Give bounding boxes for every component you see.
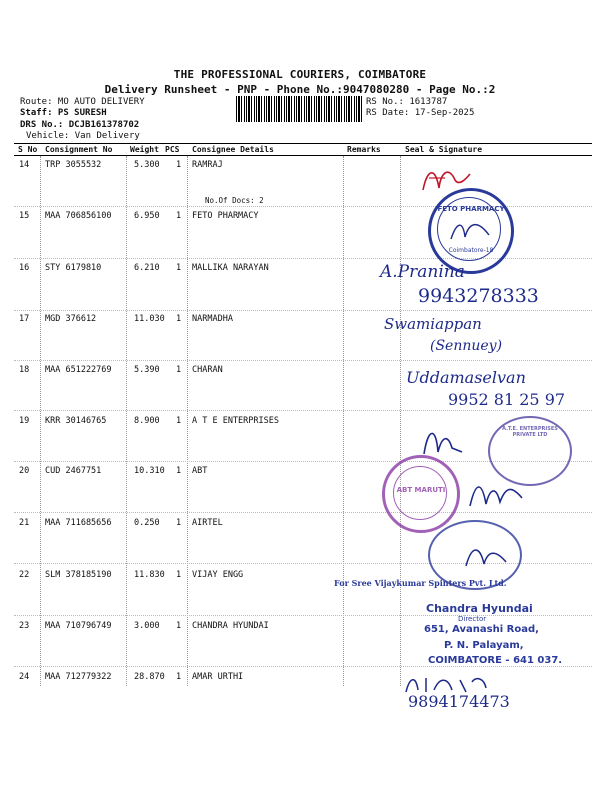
col-weight: Weight (130, 145, 159, 154)
row-weight: 8.900 (134, 416, 160, 426)
row-consignee: ABT (192, 466, 208, 476)
signature-scribble-icon (462, 540, 512, 572)
row-weight: 5.300 (134, 160, 160, 170)
row-consignee: FETO PHARMACY (192, 211, 259, 221)
row-consignee: CHARAN (192, 365, 223, 375)
staff-label: Staff: PS SURESH (20, 108, 107, 118)
vehicle-label: Vehicle: Van Delivery (26, 131, 140, 141)
row-consignment: MAA 651222769 (45, 365, 112, 375)
row-separator (14, 666, 592, 667)
barcode-icon (236, 96, 362, 122)
docs-count: No.Of Docs: 2 (205, 196, 264, 205)
row-weight: 6.210 (134, 263, 160, 273)
row-consignee: NARMADHA (192, 314, 233, 324)
row-pcs: 1 (176, 621, 182, 631)
row-consignment: SLM 378185190 (45, 570, 112, 580)
row-sno: 18 (19, 365, 30, 375)
row-weight: 10.310 (134, 466, 165, 476)
row-weight: 11.830 (134, 570, 165, 580)
feto-stamp-city: Coimbatore-18 (448, 247, 494, 254)
chandra-stamp-line3: 651, Avanashi Road, (424, 624, 539, 635)
row-consignee: MALLIKA NARAYAN (192, 263, 269, 273)
row-sno: 22 (19, 570, 30, 580)
runsheet-subtitle: Delivery Runsheet - PNP - Phone No.:9047080280 - Page No.:2 (104, 83, 496, 96)
row-pcs: 1 (176, 314, 182, 324)
row-pcs: 1 (176, 211, 182, 221)
row-consignment: TRP 3055532 (45, 160, 102, 170)
handwritten-name: Swamiappan (384, 315, 482, 333)
row-separator (14, 615, 592, 616)
handwritten-phone: 9943278333 (418, 285, 539, 307)
row-weight: 6.950 (134, 211, 160, 221)
handwritten-phone: 9952 81 25 97 (448, 390, 566, 409)
col-seal: Seal & Signature (405, 145, 483, 154)
ate-stamp-text: A.T.E. ENTERPRISES PRIVATE LTD (502, 426, 558, 438)
company-title: THE PROFESSIONAL COURIERS, COIMBATORE (173, 68, 427, 81)
col-remarks: Remarks (347, 145, 381, 154)
handwritten-name: Uddamaselvan (406, 368, 526, 387)
row-sno: 23 (19, 621, 30, 631)
row-consignee: VIJAY ENGG (192, 570, 244, 580)
row-pcs: 1 (176, 570, 182, 580)
row-separator (14, 360, 592, 361)
row-sno: 14 (19, 160, 30, 170)
row-sno: 24 (19, 672, 30, 682)
row-pcs: 1 (176, 160, 182, 170)
row-pcs: 1 (176, 518, 182, 528)
row-separator (14, 512, 592, 513)
chandra-stamp-line1: Chandra Hyundai (426, 602, 533, 615)
row-sno: 20 (19, 466, 30, 476)
drs-number: DRS No.: DCJB161378702 (20, 120, 140, 130)
row-pcs: 1 (176, 365, 182, 375)
col-sno: S No (18, 145, 38, 154)
row-consignee: A T E ENTERPRISES (192, 416, 279, 426)
row-consignment: MAA 711685656 (45, 518, 112, 528)
row-pcs: 1 (176, 672, 182, 682)
col-consignee: Consignee Details (192, 145, 274, 154)
row-weight: 3.000 (134, 621, 160, 631)
chandra-stamp-line4: P. N. Palayam, (444, 640, 524, 651)
row-consignment: MAA 712779322 (45, 672, 112, 682)
row-sno: 21 (19, 518, 30, 528)
row-sno: 15 (19, 211, 30, 221)
row-consignee: CHANDRA HYUNDAI (192, 621, 269, 631)
row-separator (14, 258, 592, 259)
row-separator (14, 410, 592, 411)
handwritten-name: A.Pranina (380, 262, 465, 282)
rs-date: RS Date: 17-Sep-2025 (366, 108, 475, 118)
row-consignment: STY 6179810 (45, 263, 102, 273)
row-pcs: 1 (176, 263, 182, 273)
handwritten-phone: 9894174473 (408, 692, 510, 711)
handwritten-name: (Sennuey) (430, 338, 503, 354)
row-consignee: AMAR URTHI (192, 672, 244, 682)
feto-stamp-name: FETO PHARMACY (437, 205, 505, 213)
signature-scribble-icon (466, 476, 526, 512)
row-consignee: RAMRAJ (192, 160, 223, 170)
abt-stamp-text: ABT MARUTI (396, 486, 446, 494)
row-weight: 28.870 (134, 672, 165, 682)
vijay-stamp-text: For Sree Vijaykumar Spinters Pvt. Ltd. (334, 578, 507, 588)
header-bottom-rule (14, 155, 592, 156)
chandra-stamp-line2: Director (458, 615, 487, 623)
row-weight: 0.250 (134, 518, 160, 528)
row-sno: 19 (19, 416, 30, 426)
row-separator (14, 310, 592, 311)
row-sno: 17 (19, 314, 30, 324)
col-pcs: PCS (165, 145, 180, 154)
row-consignment: KRR 30146765 (45, 416, 107, 426)
col-consignment: Consignment No (45, 145, 113, 154)
row-weight: 11.030 (134, 314, 165, 324)
row-pcs: 1 (176, 466, 182, 476)
row-pcs: 1 (176, 416, 182, 426)
table-row (0, 672, 600, 724)
route-label: Route: MO AUTO DELIVERY (20, 97, 145, 107)
row-consignment: MAA 710796749 (45, 621, 112, 631)
chandra-stamp-line5: COIMBATORE - 641 037. (428, 655, 563, 666)
abt-stamp-icon (382, 455, 460, 533)
rs-number: RS No.: 1613787 (366, 97, 448, 107)
table-row (0, 314, 600, 366)
row-consignee: AIRTEL (192, 518, 223, 528)
header-top-rule (14, 143, 592, 144)
row-consignment: CUD 2467751 (45, 466, 102, 476)
row-consignment: MGD 376612 (45, 314, 97, 324)
row-sno: 16 (19, 263, 30, 273)
row-weight: 5.390 (134, 365, 160, 375)
row-consignment: MAA 706856100 (45, 211, 112, 221)
